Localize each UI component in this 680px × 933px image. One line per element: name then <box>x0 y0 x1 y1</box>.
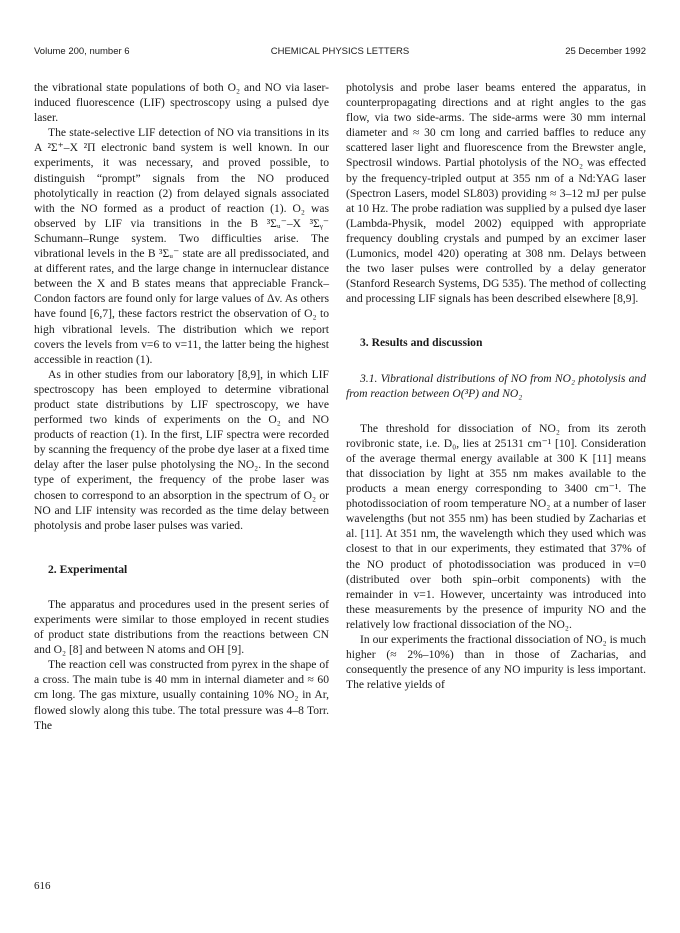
page-number: 616 <box>34 880 51 892</box>
right-column <box>346 80 646 692</box>
paragraph-experiment-types: As in other studies from our laboratory [8,9], in which LIF spectroscopy has been employed to determine vibrational product state distributions by LIF spectroscopy, we have performed two kinds of experiments on the O₂ and NO products of reaction (1). In the first, LIF spectra were recorded by scanning the frequency of the probe dye laser at a fixed time delay after the laser pulse photolysing the NO₂. In the second type of experiment, the frequency of the probe laser was chosen to correspond to an absorption in the spectrum of O₂ or NO and LIF intensity was recorded as the time delay between photolysis and probe laser pulses was varied. <box>34 367 329 532</box>
paragraph-threshold: The threshold for dissociation of NO₂ from its zeroth rovibronic state, i.e. D₀, lies at 25131 cm⁻¹ [10]. Consideration of the average thermal energy available at 300 K [11] means that dissociation by light at 355 nm makes available to the products a mean energy corresponding to 3400 cm⁻¹. The photodissociation of room temperature NO₂ at a number of laser wavelengths (but not 355 nm) has been studied by Zacharias et al. [11]. At 351 nm, the wavelength which they used which was closest to that in our experiments, they estimated that 37% of the NO product of photodissociation was produced in v=0 (distributed over both spin–orbit components) with the remainder in v=1. However, uncertainty was introduced into these measurements by the presence of impurity NO and the relatively low fractional dissociation of the NO₂. <box>346 421 646 631</box>
volume-info: Volume 200, number 6 <box>34 46 130 57</box>
paragraph-fractional-dissociation: In our experiments the fractional dissociation of NO₂ is much higher (≈ 2%–10%) than in those of Zacharias, and consequently the presence of any NO impurity is less important. The relative yields of <box>346 633 646 692</box>
paragraph-apparatus: The apparatus and procedures used in the present series of experiments were similar to those employed in recent studies of product state distributions from the reactions between CN and O₂ [8] and between N atoms and OH [9]. <box>34 597 329 657</box>
subsection-title-vibrational: 3.1. Vibrational distributions of NO from NO₂ photolysis and from reaction between O(³P) and NO₂ <box>346 371 646 400</box>
section-title-results: 3. Results and discussion <box>360 336 483 350</box>
paragraph-lif-detection: The state-selective LIF detection of NO via transitions in its A ²Σ⁺–X ²Π electronic band system is well known. In our experiments, it was necessary, and proved possible, to distinguish “prompt” signals from the NO produced photolytically in reaction (2) from delayed signals associated with the NO formed as a product of reaction (1). O₂ was observed by LIF via transitions in the B ³Σᵤ⁻–X ³Σᵧ⁻ Schumann–Runge system. Two difficulties arise. The vibrational levels in the B ³Σᵤ⁻ state are all predissociated, and at different rates, and the large change in internuclear distance between the X and B states means that appreciable Franck–Condon factors are found only for large values of Δv. As others have found [6,7], these factors restrict the observation of O₂ to high vibrational levels. The distribution which we report covers the levels from v=6 to v=11, the latter being the highest accessible in reaction (1). <box>34 126 329 366</box>
left-column <box>34 80 329 733</box>
journal-name: CHEMICAL PHYSICS LETTERS <box>270 46 410 57</box>
issue-date: 25 December 1992 <box>565 46 646 57</box>
paragraph-reaction-cell: The reaction cell was constructed from pyrex in the shape of a cross. The main tube is 40 mm in internal diameter and ≈ 60 cm long. The gas mixture, usually containing 10% NO₂ in Ar, flowed slowly along this tube. The total pressure was 4–8 Torr. The <box>34 658 329 732</box>
paragraph-continued: the vibrational state populations of both O₂ and NO via laser-induced fluorescence (LIF) spectroscopy using a pulsed dye laser. <box>34 81 329 125</box>
section-title-experimental: 2. Experimental <box>48 562 128 576</box>
paragraph-laser-setup: photolysis and probe laser beams entered the apparatus, in counterpropagating directions and at right angles to the gas flow, via two side-arms. The side-arms were 30 mm internal diameter and ≈ 30 cm long and carried baffles to reduce any scattered laser light and fluorescence from the Brewster angle, Spectrosil windows. Partial photolysis of the NO₂ was effected by the frequency-tripled output at 355 nm of a Nd:YAG laser (Spectron Lasers, model SL803) providing ≈ 3–12 mJ per pulse at 10 Hz. The probe radiation was supplied by a pulsed dye laser (Lambda-Physik, model 2002) equipped with appropriate frequency doubling crystals and pumped by an excimer laser (Lumonics, model 420) operating at 308 nm. Delays between the two laser pulses were controlled by a delay generator (Stanford Research Systems, DG 535). The method of collecting and processing LIF signals has been described elsewhere [8,9]. <box>346 81 646 306</box>
running-header <box>34 46 646 60</box>
